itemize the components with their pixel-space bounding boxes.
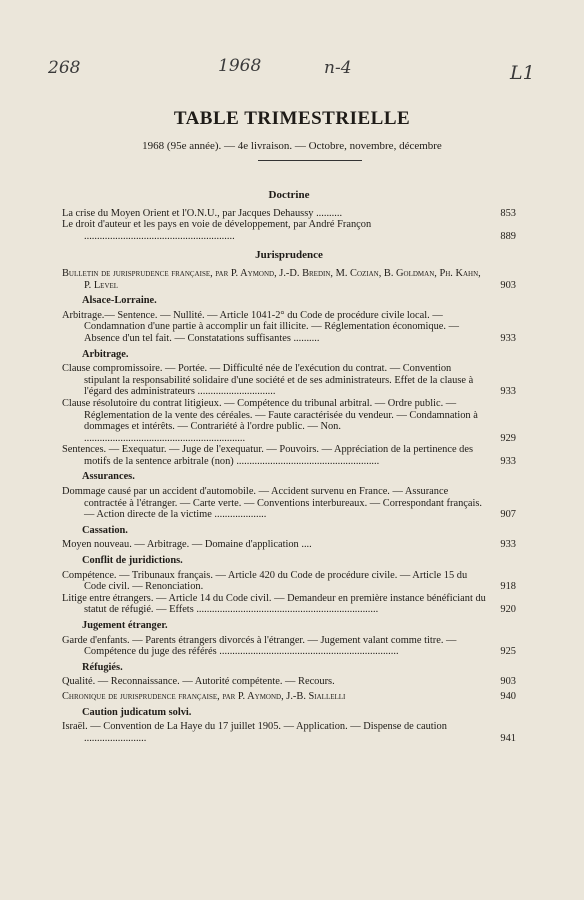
page-number: 941 [500,732,516,744]
toc-entry-text: Garde d'enfants. — Parents étrangers divorcés à l'étranger. — Jugement valant comme titre. — Compétence du juge des référés ..................................................................... [62,634,457,658]
toc-entry-text: Clause compromissoire. — Portée. — Difficulté née de l'exécution du contrat. — Convention stipulant la responsabilité solidaire d'une société et de ses administrateurs. Effet de la clause à l'égard des administrateurs .............................. [62,363,474,398]
toc-entry [62,593,516,616]
section-heading-jurisprudence: Jurisprudence [255,249,323,262]
toc-entry-text: Israël. — Convention de La Haye du 17 juillet 1905. — Application. — Dispense de caution ........................ [62,721,447,744]
toc-entry-text: Arbitrage.— Sentence. — Nullité. — Article 1041-2° du Code de procédure civile local. — Condamnation d'une partie à accomplir un fait illicite. — Réglementation économique. — Absence d'un tel fait. — Constatations suffisantes .......... [62,309,459,344]
toc-entry [62,721,516,744]
toc-entry [62,208,516,220]
toc-entry [62,310,516,345]
toc-entry-text: Litige entre étrangers. — Article 14 du Code civil. — Demandeur en première instance bénéficiant du statut de réfugié. — Effets ...................................................................... [62,592,486,616]
title-divider [258,160,362,161]
page-number: 907 [500,509,516,521]
toc-entry-text: Chronique de jurisprudence française, par P. Aymond, J.-B. Siallelli [62,690,346,702]
page-number: 933 [500,455,516,467]
topic-heading: Cassation. [82,524,128,536]
page-number: 853 [500,207,516,219]
section-heading-doctrine: Doctrine [268,189,310,201]
toc-entry-text: Compétence. — Tribunaux français. — Article 420 du Code de procédure civile. — Article 15 du Code civil. — Renonciation. [62,569,468,593]
toc-entry [62,398,516,444]
page-number: 925 [500,646,516,658]
page-number: 929 [500,432,516,444]
handwritten-note-l1: L1 [510,62,535,84]
toc-entry [62,363,516,398]
page-number: 940 [500,690,516,702]
handwritten-note-year: 1968 [218,56,262,76]
page-number: 933 [500,539,516,551]
topic-heading: Alsace-Lorraine. [82,295,157,307]
topic-heading: Jugement étranger. [82,620,168,631]
toc-entry-text: Qualité. — Reconnaissance. — Autorité compétente. — Recours. [62,676,335,688]
toc-entry-chronique [62,691,516,703]
topic-heading: Conflit de juridictions. [82,555,183,567]
toc-entry [62,676,516,688]
toc-entry [62,219,516,242]
handwritten-note-268: 268 [48,58,81,78]
page-number: 918 [500,581,516,593]
page-number: 889 [500,230,516,242]
topic-heading: Arbitrage. [82,348,129,360]
toc-entry-text: Dommage causé par un accident d'automobile. — Accident survenu en France. — Assurance contractée à l'étranger. — Carte verte. — Conventions interbureaux. — Correspondant français. — Action directe de la victime .................... [62,486,483,521]
page-number: 933 [500,386,516,398]
page-number: 933 [500,332,516,344]
toc-entry-bulletin [62,268,516,291]
toc-entry [62,570,516,593]
toc-entry [62,635,516,658]
toc-entry-text: Moyen nouveau. — Arbitrage. — Domaine d'application .... [62,539,312,551]
page-title: TABLE TRIMESTRIELLE [173,108,411,129]
toc-entry-text: Clause résolutoire du contrat litigieux. — Compétence du tribunal arbitral. — Ordre public. — Réglementation de la vente des céréales. — Faute caractérisée du vendeur. — Condamnation à dommages et intérêts. — Contrariété à l'ordre public. — Non. .............................................................. [62,397,478,444]
table-of-contents [62,182,516,744]
toc-entry [62,539,516,551]
toc-entry-text: Le droit d'auteur et les pays en voie de développement, par André Françon .......................................................... [62,219,372,242]
toc-entry-text: La crise du Moyen Orient et l'O.N.U., par Jacques Dehaussy .......... [62,207,343,219]
page-subtitle: 1968 (95e année). — 4e livraison. — Octobre, novembre, décembre [142,140,442,152]
topic-heading: Assurances. [82,471,135,483]
toc-entry [62,444,516,467]
page-number: 903 [500,279,516,291]
toc-entry-text: Bulletin de jurisprudence française, par P. Aymond, J.-D. Bredin, M. Cozian, B. Goldman, Ph. Kahn, P. Level [62,267,481,291]
page-number: 903 [500,676,516,688]
topic-heading: Caution judicatum solvi. [82,706,192,718]
page-number: 920 [500,604,516,616]
topic-heading: Réfugiés. [82,661,123,673]
toc-entry [62,486,516,521]
handwritten-note-number: n-4 [324,58,352,78]
toc-entry-text: Sentences. — Exequatur. — Juge de l'exequatur. — Pouvoirs. — Appréciation de la pertinence des motifs de la sentence arbitrale (non) ....................................................... [62,444,474,467]
